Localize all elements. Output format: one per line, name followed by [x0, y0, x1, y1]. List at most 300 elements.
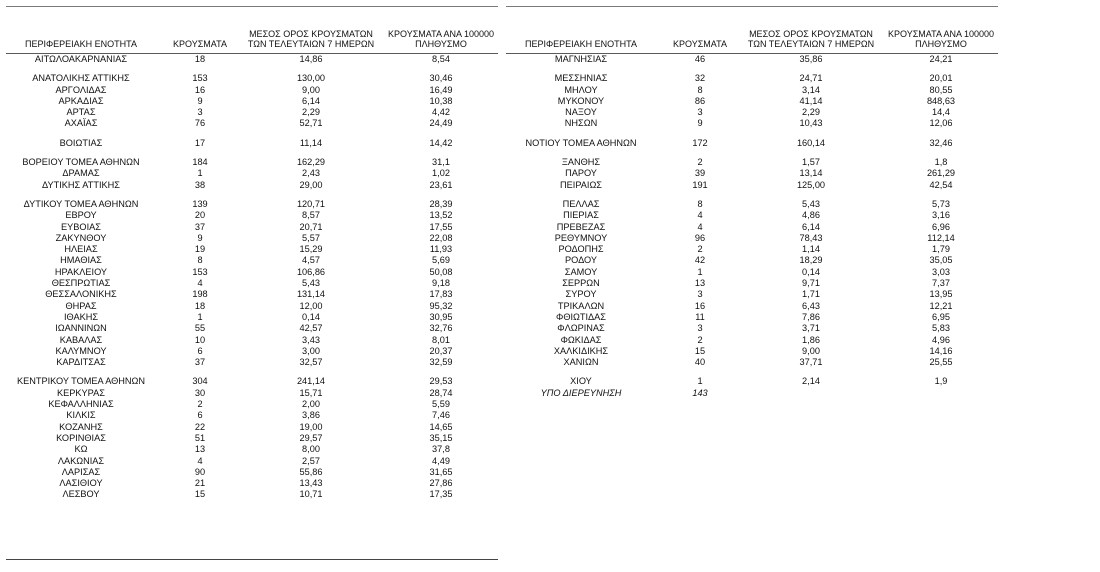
cell-region: ΔΥΤΙΚΟΥ ΤΟΜΕΑ ΑΘΗΝΩΝ [23, 198, 139, 209]
cell-cases: 191 [692, 179, 708, 190]
cell-cases: 10 [194, 334, 206, 345]
cell-per100k: 30,95 [429, 311, 453, 322]
cell-avg7: 35,86 [799, 54, 823, 64]
cell-cases: 4 [697, 210, 703, 221]
cell-avg7: 0,14 [302, 311, 320, 322]
cell-region: ΝΑΞΟΥ [565, 107, 597, 118]
table-row [6, 222, 498, 233]
cell-region: ΝΗΣΩΝ [564, 118, 598, 129]
cell-region: ΑΡΚΑΔΙΑΣ [58, 95, 104, 106]
cell-cases: 40 [694, 357, 706, 368]
table-row [6, 410, 498, 421]
cell-cases: 9 [197, 95, 203, 106]
table-row [506, 157, 998, 168]
cell-region: ΧΙΟΥ [570, 376, 592, 387]
cell-cases: 86 [694, 95, 706, 106]
table-row [6, 323, 498, 334]
table-row [506, 210, 998, 221]
cell-avg7: 41,14 [799, 95, 823, 106]
row-spacer [6, 149, 498, 157]
table-row [506, 73, 998, 84]
cell-per100k: 14,4 [932, 107, 950, 118]
cell-avg7: 106,86 [296, 266, 326, 277]
cell-avg7: 12,00 [299, 300, 323, 311]
cell-avg7: 130,00 [296, 73, 326, 84]
cell-per100k: 29,53 [429, 376, 453, 387]
cell-region: ΦΛΩΡΙΝΑΣ [557, 323, 605, 334]
cell-cases: 1 [697, 376, 703, 387]
table-row [6, 467, 498, 478]
table-row [506, 85, 998, 96]
cell-per100k: 13,52 [429, 210, 453, 221]
cell-avg7: 10,43 [799, 118, 823, 129]
cell-cases: 4 [697, 221, 703, 232]
cases-table-left [6, 6, 498, 501]
table-row [506, 289, 998, 300]
cell-per100k: 24,21 [929, 54, 953, 64]
cell-per100k: 14,65 [429, 421, 453, 432]
cell-region: ΘΕΣΣΑΛΟΝΙΚΗΣ [45, 289, 117, 300]
table-row [6, 388, 498, 399]
cell-cases: 32 [694, 73, 706, 84]
cell-cases: 55 [194, 323, 206, 334]
table-row [6, 54, 498, 65]
cell-cases: 18 [194, 54, 206, 64]
cell-cases: 38 [194, 179, 206, 190]
cases-table-right [506, 6, 998, 399]
cell-cases: 2 [697, 244, 703, 255]
cell-region: ΑΡΓΟΛΙΔΑΣ [55, 84, 107, 95]
cell-avg7: 3,86 [302, 410, 320, 421]
cell-cases: 184 [192, 157, 208, 168]
table-row [506, 168, 998, 179]
cell-per100k: 8,01 [432, 334, 450, 345]
cell-region: ΔΡΑΜΑΣ [62, 168, 100, 179]
cell-avg7: 4,57 [302, 255, 320, 266]
header-region: ΠΕΡΙΦΕΡΕΙΑΚΗ ΕΝΟΤΗΤΑ [524, 39, 638, 49]
cell-avg7: 1,86 [802, 334, 820, 345]
cell-region: ΚΙΛΚΙΣ [66, 410, 96, 421]
row-spacer [506, 130, 998, 138]
cell-cases: 6 [197, 410, 203, 421]
cell-avg7: 5,43 [802, 198, 820, 209]
cell-avg7: 8,57 [302, 210, 320, 221]
cell-cases: 3 [197, 107, 203, 118]
cell-region: ΠΡΕΒΕΖΑΣ [556, 221, 606, 232]
table-row [6, 233, 498, 244]
cell-per100k: 35,05 [929, 255, 953, 266]
cell-avg7: 15,29 [299, 244, 323, 255]
row-spacer [506, 368, 998, 376]
cell-cases: 3 [697, 289, 703, 300]
cell-avg7: 6,14 [802, 221, 820, 232]
header-cases: ΚΡΟΥΣΜΑΤΑ [173, 39, 227, 49]
table-row [506, 267, 998, 278]
cell-region: ΒΟΙΩΤΙΑΣ [59, 137, 103, 148]
cell-per100k: 7,37 [932, 278, 950, 289]
cell-cases: 19 [194, 244, 206, 255]
table-row [6, 335, 498, 346]
cell-cases: 2 [197, 399, 203, 410]
cell-avg7: 78,43 [799, 232, 823, 243]
cell-per100k: 13,95 [929, 289, 953, 300]
table-row [6, 289, 498, 300]
table-row [506, 107, 998, 118]
cell-avg7: 15,71 [299, 387, 323, 398]
cell-cases: 76 [194, 118, 206, 129]
table-row [506, 312, 998, 323]
table-row [506, 301, 998, 312]
cell-avg7: 9,00 [302, 84, 320, 95]
cell-avg7: 3,43 [302, 334, 320, 345]
cell-region: ΖΑΚΥΝΘΟΥ [55, 232, 107, 243]
cell-cases: 15 [694, 345, 706, 356]
cell-region: ΗΜΑΘΙΑΣ [60, 255, 102, 266]
cell-region: ΙΩΑΝΝΙΝΩΝ [55, 323, 107, 334]
cell-region: ΕΒΡΟΥ [65, 210, 97, 221]
cell-per100k: 8,54 [432, 54, 450, 64]
cell-per100k: 30,46 [429, 73, 453, 84]
table-row [6, 267, 498, 278]
cell-per100k: 22,08 [429, 232, 453, 243]
table-row [506, 244, 998, 255]
row-spacer [6, 130, 498, 138]
cell-per100k: 5,83 [932, 323, 950, 334]
cell-per100k: 32,46 [929, 137, 953, 148]
cell-region: ΑΙΤΩΛΟΑΚΑΡΝΑΝΙΑΣ [34, 54, 128, 64]
cell-cases: 39 [694, 168, 706, 179]
table-row [506, 199, 998, 210]
cell-cases: 51 [194, 432, 206, 443]
cell-avg7: 241,14 [296, 376, 326, 387]
cell-region: ΚΕΡΚΥΡΑΣ [57, 387, 105, 398]
table-row [506, 255, 998, 266]
table-row [6, 444, 498, 455]
table-row [6, 489, 498, 500]
table-row [6, 255, 498, 266]
cell-region: ΠΙΕΡΙΑΣ [563, 210, 599, 221]
table-row [506, 388, 998, 399]
header-avg7: ΜΕΣΟΣ ΟΡΟΣ ΚΡΟΥΣΜΑΤΩΝ ΤΩΝ ΤΕΛΕΥΤΑΙΩΝ 7 ΗΜΕΡΩΝ [747, 29, 875, 49]
cell-cases: 96 [694, 232, 706, 243]
table-row [6, 96, 498, 107]
bottom-rule [6, 559, 498, 560]
cell-avg7: 9,00 [802, 345, 820, 356]
cell-per100k: 6,96 [932, 221, 950, 232]
cell-cases: 18 [194, 300, 206, 311]
table-row [6, 157, 498, 168]
table-row [6, 199, 498, 210]
cell-per100k: 3,16 [932, 210, 950, 221]
cell-avg7: 3,00 [302, 345, 320, 356]
cell-avg7: 1,71 [802, 289, 820, 300]
header-cases: ΚΡΟΥΣΜΑΤΑ [673, 39, 727, 49]
cell-per100k: 50,08 [429, 266, 453, 277]
cell-avg7: 8,00 [302, 444, 320, 455]
cell-avg7: 3,71 [802, 323, 820, 334]
table-row [6, 138, 498, 149]
cell-avg7: 42,57 [299, 323, 323, 334]
cell-avg7: 4,86 [802, 210, 820, 221]
cell-avg7: 2,14 [802, 376, 820, 387]
row-spacer [6, 368, 498, 376]
cell-per100k: 25,55 [929, 357, 953, 368]
header-avg7: ΜΕΣΟΣ ΟΡΟΣ ΚΡΟΥΣΜΑΤΩΝ ΤΩΝ ΤΕΛΕΥΤΑΙΩΝ 7 ΗΜΕΡΩΝ [247, 29, 375, 49]
cell-avg7: 55,86 [299, 466, 323, 477]
cell-per100k: 9,18 [432, 278, 450, 289]
cell-region: ΤΡΙΚΑΛΩΝ [557, 300, 605, 311]
cell-region: ΙΘΑΚΗΣ [63, 311, 99, 322]
cell-region: ΚΑΡΔΙΤΣΑΣ [56, 357, 106, 368]
table-row [6, 107, 498, 118]
cell-region: ΝΟΤΙΟΥ ΤΟΜΕΑ ΑΘΗΝΩΝ [525, 137, 637, 148]
cell-cases: 8 [697, 84, 703, 95]
table-row [6, 210, 498, 221]
header-region: ΠΕΡΙΦΕΡΕΙΑΚΗ ΕΝΟΤΗΤΑ [24, 39, 138, 49]
cell-avg7: 120,71 [296, 198, 326, 209]
table-row [506, 323, 998, 334]
cell-per100k: 14,42 [429, 137, 453, 148]
cell-avg7: 2,57 [302, 455, 320, 466]
cell-avg7: 6,43 [802, 300, 820, 311]
cell-region: ΧΑΝΙΩΝ [563, 357, 599, 368]
cell-avg7: 2,00 [302, 399, 320, 410]
cell-cases: 1 [197, 311, 203, 322]
cell-cases: 15 [194, 489, 206, 500]
cell-cases: 16 [694, 300, 706, 311]
table-row [6, 376, 498, 387]
cell-region: ΠΑΡΟΥ [565, 168, 597, 179]
cell-region: ΚΟΖΑΝΗΣ [59, 421, 103, 432]
cell-per100k: 1,02 [432, 168, 450, 179]
cell-region: ΛΕΣΒΟΥ [62, 489, 100, 500]
cell-region: ΗΛΕΙΑΣ [64, 244, 98, 255]
cell-per100k: 14,16 [929, 345, 953, 356]
cell-cases: 3 [697, 107, 703, 118]
cell-cases: 22 [194, 421, 206, 432]
cell-region: ΑΧΑΪΑΣ [64, 118, 98, 129]
cell-cases: 46 [694, 54, 706, 64]
cell-avg7: 2,29 [802, 107, 820, 118]
table-row [6, 478, 498, 489]
table-row [506, 346, 998, 357]
cell-avg7: 19,00 [299, 421, 323, 432]
header-per100k: ΚΡΟΥΣΜΑΤΑ ΑΝΑ 100000 ΠΛΗΘΥΣΜΟ [888, 29, 994, 49]
row-spacer [506, 149, 998, 157]
cell-region: ΘΕΣΠΡΩΤΙΑΣ [51, 278, 111, 289]
cell-avg7: 13,43 [299, 478, 323, 489]
cell-per100k: 1,9 [934, 376, 948, 387]
top-rule [506, 6, 998, 7]
cell-per100k: 42,54 [929, 179, 953, 190]
cell-avg7: 131,14 [296, 289, 326, 300]
cell-per100k: 20,37 [429, 345, 453, 356]
table-row [506, 222, 998, 233]
table-row [506, 180, 998, 191]
cell-cases: 11 [695, 311, 705, 322]
cell-cases: 172 [692, 137, 708, 148]
cell-avg7: 160,14 [796, 137, 826, 148]
cell-region: ΔΥΤΙΚΗΣ ΑΤΤΙΚΗΣ [42, 179, 120, 190]
cell-per100k: 32,59 [429, 357, 453, 368]
cell-per100k: 31,65 [429, 466, 453, 477]
cell-per100k: 80,55 [929, 84, 953, 95]
cell-per100k: 5,59 [432, 399, 450, 410]
cell-cases: 2 [697, 334, 703, 345]
cell-avg7: 125,00 [796, 179, 826, 190]
cell-per100k: 37,8 [432, 444, 450, 455]
cell-per100k: 1,8 [934, 157, 948, 168]
cell-per100k: 5,73 [932, 198, 950, 209]
cell-cases: 90 [194, 466, 206, 477]
cell-region: ΘΗΡΑΣ [65, 300, 97, 311]
cell-avg7: 7,86 [802, 311, 820, 322]
cell-cases: 143 [692, 387, 708, 398]
cell-cases: 1 [197, 168, 203, 179]
table-row [6, 357, 498, 368]
cell-avg7: 32,57 [299, 357, 323, 368]
table-row [6, 456, 498, 467]
cell-region: ΣΑΜΟΥ [564, 266, 598, 277]
cell-cases: 16 [194, 84, 206, 95]
cell-per100k: 23,61 [429, 179, 453, 190]
table-header [6, 9, 498, 53]
cell-region: ΒΟΡΕΙΟΥ ΤΟΜΕΑ ΑΘΗΝΩΝ [22, 157, 140, 168]
cell-cases: 4 [197, 278, 203, 289]
cell-cases: 20 [194, 210, 206, 221]
cell-per100k: 24,49 [429, 118, 453, 129]
table-row [506, 118, 998, 129]
top-rule [6, 6, 498, 7]
cell-avg7: 29,00 [299, 179, 323, 190]
cell-avg7: 10,71 [299, 489, 323, 500]
table-row [6, 399, 498, 410]
cell-region: ΞΑΝΘΗΣ [561, 157, 601, 168]
cell-avg7: 5,43 [302, 278, 320, 289]
cell-avg7: 9,71 [802, 278, 820, 289]
cell-region: ΣΥΡΟΥ [565, 289, 597, 300]
cell-per100k: 848,63 [926, 95, 956, 106]
cell-cases: 13 [194, 444, 206, 455]
table-row [506, 54, 998, 65]
table-row [6, 346, 498, 357]
table-row [506, 278, 998, 289]
cell-region: ΡΕΘΥΜΝΟΥ [554, 232, 608, 243]
cell-cases: 37 [194, 221, 206, 232]
cell-region: ΛΑΡΙΣΑΣ [61, 466, 101, 477]
cell-cases: 9 [197, 232, 203, 243]
cell-cases: 37 [194, 357, 206, 368]
cell-region: ΜΑΓΝΗΣΙΑΣ [554, 54, 608, 64]
table-row [6, 118, 498, 129]
cell-cases: 30 [194, 387, 206, 398]
cell-region: ΧΑΛΚΙΔΙΚΗΣ [553, 345, 609, 356]
table-row [506, 233, 998, 244]
cell-avg7: 11,14 [299, 137, 323, 148]
table-row [6, 73, 498, 84]
table-row [6, 85, 498, 96]
row-spacer [506, 191, 998, 199]
cell-region: ΠΕΛΛΑΣ [562, 198, 600, 209]
cell-region: ΕΥΒΟΙΑΣ [61, 221, 101, 232]
table-row [506, 138, 998, 149]
table-header [506, 9, 998, 53]
cell-avg7: 162,29 [296, 157, 326, 168]
cell-region: ΜΗΛΟΥ [564, 84, 598, 95]
cell-region: ΠΕΙΡΑΙΩΣ [560, 179, 602, 190]
cell-region: ΡΟΔΟΠΗΣ [558, 244, 604, 255]
cell-avg7: 2,29 [302, 107, 320, 118]
cell-region: ΛΑΣΙΘΙΟΥ [59, 478, 103, 489]
header-per100k: ΚΡΟΥΣΜΑΤΑ ΑΝΑ 100000 ΠΛΗΘΥΣΜΟ [388, 29, 494, 49]
cell-per100k: 16,49 [429, 84, 453, 95]
table-row [6, 433, 498, 444]
cell-region: ΑΡΤΑΣ [66, 107, 96, 118]
cell-avg7: 0,14 [802, 266, 820, 277]
cell-region: ΚΩ [74, 444, 88, 455]
cell-cases: 17 [194, 137, 206, 148]
cell-cases: 2 [697, 157, 703, 168]
table-row [6, 180, 498, 191]
cell-region: ΚΑΒΑΛΑΣ [59, 334, 103, 345]
cell-region: ΣΕΡΡΩΝ [562, 278, 600, 289]
cell-per100k: 6,95 [932, 311, 950, 322]
cell-avg7: 18,29 [799, 255, 823, 266]
cell-region: ΚΟΡΙΝΘΙΑΣ [56, 432, 106, 443]
cell-per100k: 35,15 [429, 432, 453, 443]
cell-per100k: 17,35 [429, 489, 453, 500]
table-row [6, 278, 498, 289]
table-row [6, 301, 498, 312]
cell-region: ΜΕΣΣΗΝΙΑΣ [554, 73, 608, 84]
cell-avg7: 2,43 [302, 168, 320, 179]
cell-per100k: 4,96 [932, 334, 950, 345]
cell-cases: 3 [697, 323, 703, 334]
cell-cases: 304 [192, 376, 208, 387]
table-body [6, 54, 498, 501]
cell-region: ΦΩΚΙΔΑΣ [560, 334, 602, 345]
cell-region: ΑΝΑΤΟΛΙΚΗΣ ΑΤΤΙΚΗΣ [32, 73, 130, 84]
cell-per100k: 17,55 [429, 221, 453, 232]
table-row [506, 335, 998, 346]
cell-per100k: 4,42 [432, 107, 450, 118]
cell-region: ΚΑΛΥΜΝΟΥ [55, 345, 107, 356]
cell-avg7: 37,71 [799, 357, 823, 368]
cell-cases: 198 [192, 289, 208, 300]
cell-region: ΦΘΙΩΤΙΔΑΣ [555, 311, 606, 322]
cell-cases: 139 [192, 198, 208, 209]
cell-cases: 8 [197, 255, 203, 266]
cell-per100k: 1,79 [932, 244, 950, 255]
table-row [506, 96, 998, 107]
cell-per100k: 27,86 [429, 478, 453, 489]
cell-region: ΗΡΑΚΛΕΙΟΥ [54, 266, 108, 277]
cell-avg7: 24,71 [799, 73, 823, 84]
cell-avg7: 13,14 [799, 168, 823, 179]
cell-per100k: 31,1 [432, 157, 450, 168]
cell-per100k: 4,49 [432, 455, 450, 466]
cell-cases: 42 [694, 255, 706, 266]
cell-region: ΚΕΦΑΛΛΗΝΙΑΣ [48, 399, 114, 410]
cell-per100k: 28,39 [429, 198, 453, 209]
cell-per100k: 12,21 [929, 300, 953, 311]
cell-avg7: 29,57 [299, 432, 323, 443]
cell-per100k: 3,03 [932, 266, 950, 277]
cell-region: ΡΟΔΟΥ [564, 255, 597, 266]
cell-per100k: 11,93 [429, 244, 453, 255]
table-row [506, 376, 998, 387]
cell-avg7: 20,71 [299, 221, 323, 232]
